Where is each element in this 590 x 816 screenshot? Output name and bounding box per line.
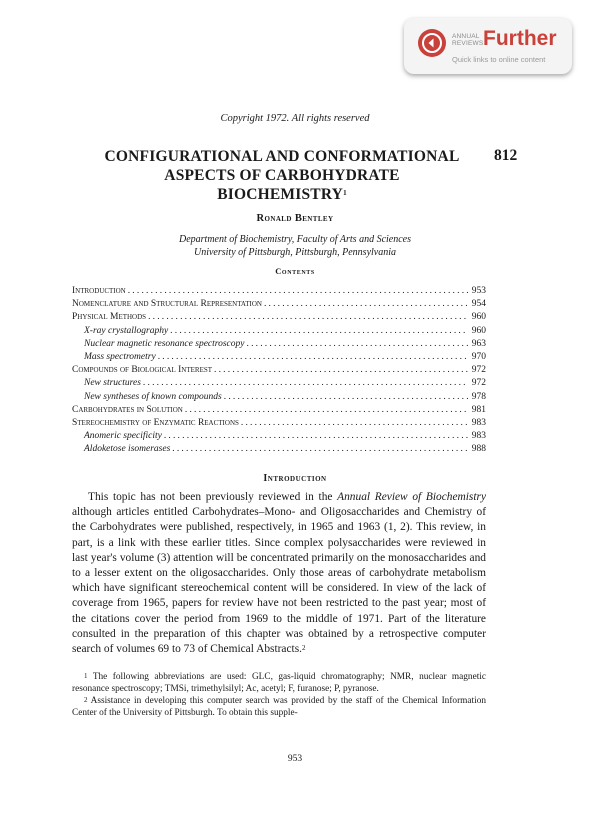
- toc-entry-page: 954: [471, 299, 486, 310]
- introduction-paragraph: [72, 490, 486, 657]
- toc-entry-page: 981: [471, 404, 486, 415]
- toc-entry-page: 983: [471, 418, 486, 429]
- toc-entry: [72, 338, 486, 351]
- toc-entry-label: New syntheses of known compounds: [84, 391, 222, 402]
- toc-entry: [72, 417, 486, 430]
- toc-leader-dots: [239, 417, 468, 430]
- toc-entry: [72, 364, 486, 377]
- banner-further-label: Further: [483, 27, 557, 50]
- toc-leader-dots: [146, 311, 468, 324]
- table-of-contents: [72, 285, 486, 457]
- toc-entry-label: Nuclear magnetic resonance spectroscopy: [84, 338, 245, 349]
- toc-entry-label: Anomeric specificity: [84, 431, 162, 442]
- toc-leader-dots: [170, 443, 468, 456]
- toc-entry-label: Mass spectrometry: [84, 352, 156, 363]
- footnotes: [72, 671, 486, 719]
- toc-entry-page: 953: [471, 286, 486, 296]
- title-footnote-mark: 1: [343, 189, 347, 197]
- page-number: 953: [287, 754, 303, 764]
- banner-annual-label: ANNUAL: [452, 33, 480, 40]
- toc-leader-dots: [212, 364, 468, 377]
- toc-entry-label: Aldoketose isomerases: [84, 444, 171, 455]
- title-line-1: CONFIGURATIONAL AND CONFORMATIONAL: [104, 148, 460, 165]
- toc-entry-page: 978: [471, 391, 486, 402]
- banner-reviews-label: REVIEWS: [452, 40, 484, 47]
- footnote-1: [72, 671, 486, 695]
- toc-leader-dots: [156, 351, 468, 364]
- toc-entry-label: Stereochemistry of Enzymatic Reactions: [72, 418, 239, 429]
- toc-leader-dots: [126, 285, 468, 298]
- toc-entry-label: New structures: [84, 378, 141, 389]
- toc-entry: [72, 404, 486, 417]
- toc-entry: [72, 377, 486, 390]
- toc-entry-page: 960: [471, 325, 486, 336]
- toc-entry-label: Nomenclature and Structural Representation: [72, 299, 262, 310]
- journal-name: Annual Review of Biochemistry: [337, 491, 486, 503]
- toc-entry-label: Introduction: [72, 286, 126, 296]
- title-line-3-text: BIOCHEMISTRY: [217, 186, 344, 203]
- toc-entry: [72, 351, 486, 364]
- toc-entry: [72, 430, 486, 443]
- introduction-heading: Introduction: [263, 473, 327, 484]
- toc-entry: [72, 298, 486, 311]
- page-reference-number: 812: [494, 147, 518, 164]
- toc-leader-dots: [222, 391, 468, 404]
- footnote-2: [72, 695, 486, 719]
- toc-entry-label: X-ray crystallography: [84, 325, 169, 336]
- toc-entry: [72, 285, 486, 298]
- title-line-2: ASPECTS OF CARBOHYDRATE: [164, 167, 400, 184]
- author-affiliation: [0, 233, 590, 259]
- banner-tagline: Quick links to online content: [452, 55, 546, 64]
- toc-entry-page: 983: [471, 431, 486, 442]
- toc-entry: [72, 391, 486, 404]
- toc-leader-dots: [183, 404, 468, 417]
- toc-leader-dots: [168, 325, 468, 338]
- toc-entry-page: 972: [471, 365, 486, 376]
- footnote-1-text: The following abbreviations are used: GLC, gas-liquid chromatography; NMR, nuclear magnetic resonance spectroscopy; TMSi, trimethylsilyl; Ac, acetyl; F, furanose; P, pyranose.: [72, 672, 486, 694]
- article-title: [86, 147, 478, 204]
- toc-entry-label: Carbohydrates in Solution: [72, 404, 183, 415]
- toc-leader-dots: [245, 338, 469, 351]
- paragraph-text-rest: although articles entitled Carbohydrates–Mono- and Oligosaccharides and Chemistry of the Carbohydrates were published, respectively, in 1965 and 1963 (1, 2). This review, in part, is a link with these earlier titles. Since complex polysaccharides were reviewed in last year's volume (3) attention will be concentrated primarily on the monosaccharides and to a lesser extent on the oligosaccharides. Only those areas of carbohydrate metabolism which have significant stereochemical content will be considered. In view of the lack of coverage from 1965, papers for review have not been restricted to the past year; most of the citations cover the period from 1969 to the middle of 1971. Part of the literature consulted in the preparation of this chapter was obtained by a retrospective computer search of volumes 69 to 73 of Chemical Abstracts.: [72, 506, 486, 656]
- paragraph-text-start: This topic has not been previously reviewed in the: [88, 491, 338, 503]
- toc-leader-dots: [162, 430, 468, 443]
- toc-entry-label: Compounds of Biological Interest: [72, 365, 213, 376]
- affiliation-line-1: Department of Biochemistry, Faculty of Arts and Sciences: [179, 234, 411, 245]
- toc-entry-page: 972: [471, 378, 486, 389]
- toc-entry-page: 963: [471, 338, 486, 349]
- annual-reviews-further-banner[interactable]: [404, 18, 572, 74]
- toc-entry: [72, 443, 486, 456]
- play-circle-icon: [418, 29, 446, 57]
- toc-entry-page: 988: [471, 444, 486, 455]
- title-line-3: [86, 185, 478, 204]
- toc-entry-page: 960: [471, 312, 486, 323]
- toc-entry: [72, 311, 486, 324]
- contents-heading: Contents: [275, 266, 315, 276]
- toc-leader-dots: [262, 298, 468, 311]
- footnote-2-text: Assistance in developing this computer search was provided by the staff of the Chemical Information Center of the University of Pittsburgh. To obtain this supple-: [72, 696, 486, 718]
- toc-entry-label: Physical Methods: [72, 312, 147, 323]
- author-name: Ronald Bentley: [256, 213, 334, 224]
- footnote-1-mark: 1: [84, 672, 88, 680]
- footnote-2-mark: 2: [84, 696, 88, 704]
- copyright-notice: Copyright 1972. All rights reserved: [220, 113, 370, 124]
- affiliation-line-2: University of Pittsburgh, Pittsburgh, Pennsylvania: [193, 247, 397, 258]
- toc-entry: [72, 325, 486, 338]
- toc-entry-page: 970: [471, 352, 486, 363]
- toc-leader-dots: [141, 377, 468, 390]
- footnote-mark-2: 2: [301, 644, 306, 653]
